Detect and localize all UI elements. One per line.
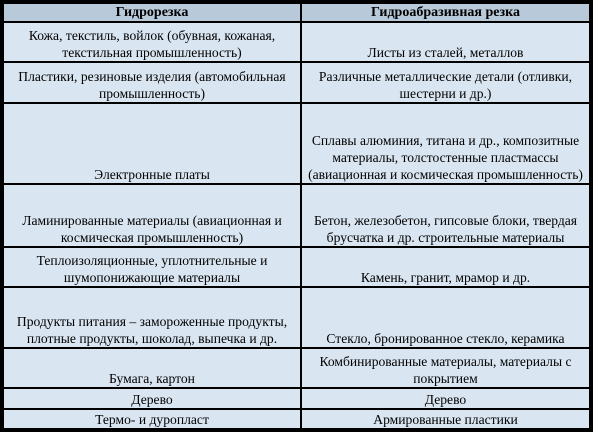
cell-waterjet: Бумага, картон <box>4 349 300 387</box>
table-row <box>4 389 589 407</box>
table-row <box>4 349 589 387</box>
cell-abrasive: Сплавы алюминия, титана и др., композитные материалы, толстостенные пластмассы (авиационная и космическая промышленность) <box>302 104 589 183</box>
cell-waterjet: Ламинированные материалы (авиационная и космическая промышленность) <box>4 185 300 246</box>
table-row <box>4 23 589 61</box>
table-row <box>4 185 589 246</box>
table-row <box>4 63 589 101</box>
table-header-row <box>4 4 589 21</box>
cell-waterjet: Пластики, резиновые изделия (автомобильная промышленность) <box>4 63 300 101</box>
cell-waterjet: Термо- и дуропласт <box>4 410 300 428</box>
cell-waterjet: Электронные платы <box>4 104 300 183</box>
cell-abrasive: Комбинированные материалы, материалы с покрытием <box>302 349 589 387</box>
cell-abrasive: Бетон, железобетон, гипсовые блоки, твердая брусчатка и др. строительные материалы <box>302 185 589 246</box>
cell-waterjet: Дерево <box>4 389 300 407</box>
cell-abrasive: Камень, гранит, мрамор и др. <box>302 248 589 286</box>
cell-waterjet: Теплоизоляционные, уплотнительные и шумопонижающие материалы <box>4 248 300 286</box>
header-waterjet: Гидрорезка <box>4 4 300 21</box>
cell-abrasive: Различные металлические детали (отливки, шестерни и др.) <box>302 63 589 101</box>
table-row <box>4 410 589 428</box>
header-abrasive-waterjet: Гидроабразивная резка <box>302 4 589 21</box>
cell-abrasive: Стекло, бронированное стекло, керамика <box>302 288 589 347</box>
cell-abrasive: Дерево <box>302 389 589 407</box>
table-row <box>4 288 589 347</box>
table-row <box>4 248 589 286</box>
cell-waterjet: Кожа, текстиль, войлок (обувная, кожаная, текстильная промышленность) <box>4 23 300 61</box>
table-row <box>4 104 589 183</box>
cell-abrasive: Армированные пластики <box>302 410 589 428</box>
cell-waterjet: Продукты питания – замороженные продукты, плотные продукты, шоколад, выпечка и др. <box>4 288 300 347</box>
cutting-materials-table <box>2 2 591 430</box>
cell-abrasive: Листы из сталей, металлов <box>302 23 589 61</box>
